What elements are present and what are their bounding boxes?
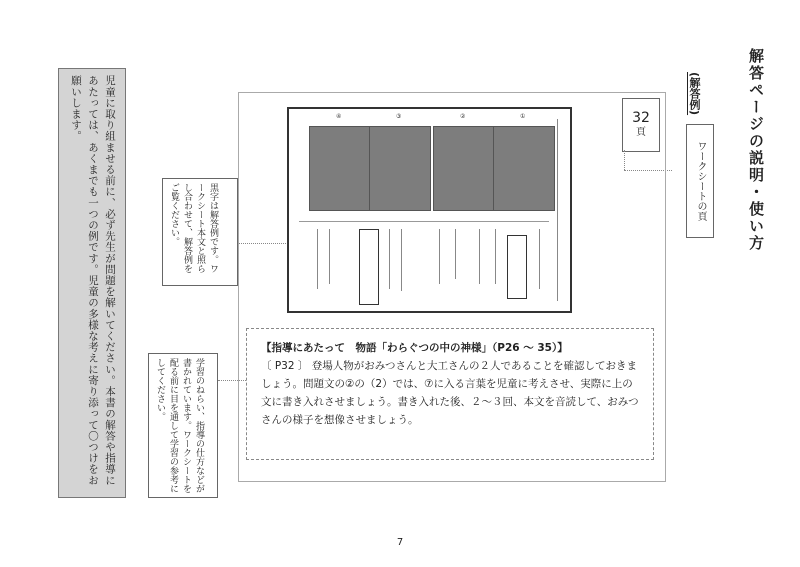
illustration-number: ④	[336, 113, 342, 120]
worksheet-rule	[299, 221, 549, 222]
illustration-1	[493, 126, 555, 211]
guidance-body: 〔 P32 〕 登場人物がおみつさんと大工さんの２人であることを確認しておきましょう。問題文の②の（2）では、⑦に入る言葉を児童に考えさせ、実際に上の文に書き入れさせましょう。書き入れた後、２～３回、本文を音読して、おみつさんの様子を想像させましょう。	[261, 360, 639, 426]
worksheet-thumbnail	[287, 107, 572, 313]
illustration-number: ③	[396, 113, 402, 120]
text-column	[401, 229, 402, 291]
text-column	[439, 229, 440, 284]
black-text-callout-text: 黒字は解答例です。ワークシート本文と照らし合わせて、解答例をご覧ください。	[169, 183, 218, 273]
text-column	[495, 229, 496, 284]
black-text-callout	[162, 178, 238, 286]
guidance-heading: 【指導にあたって 物語「わらぐつの中の神様」（P26 ～ 35）】	[261, 342, 568, 354]
illustration-number: ②	[460, 113, 466, 120]
page-number-value: 32	[632, 110, 650, 126]
text-column	[539, 229, 540, 289]
study-aims-callout-text: 学習のねらい、指導の仕方などが書かれています。ワークシートを配る前に目を通して学習の参考にしてください。	[155, 358, 204, 493]
guidance-box	[246, 328, 654, 460]
text-column	[329, 229, 330, 284]
page-number-unit: 頁	[636, 127, 646, 138]
teacher-note-box	[58, 68, 126, 498]
text-column	[389, 229, 390, 289]
illustration-2	[433, 126, 495, 211]
text-column	[455, 229, 456, 279]
illustration-3	[369, 126, 431, 211]
illustration-4	[309, 126, 371, 211]
text-column	[479, 229, 480, 284]
worksheet-page-label: ワークシートの頁	[686, 124, 714, 238]
study-aims-callout	[148, 353, 218, 498]
answer-example-subtitle: (解答例)	[688, 72, 701, 116]
footer-page-number: 7	[396, 537, 404, 548]
answer-highlight-box	[359, 229, 379, 305]
illustration-number: ①	[520, 113, 526, 120]
worksheet-title-rule	[557, 119, 558, 301]
page-title: 解答ページの説明・使い方	[747, 48, 765, 252]
teacher-note-text: 児童に取り組ませる前に、必ず先生が問題を解いてください。本書の解答や指導にあたっては、あくまでも一つの例です。児童の多様な考えに寄り添って〇つけをお願いします。	[70, 75, 116, 486]
answer-highlight-box	[507, 235, 527, 299]
text-column	[317, 229, 318, 289]
